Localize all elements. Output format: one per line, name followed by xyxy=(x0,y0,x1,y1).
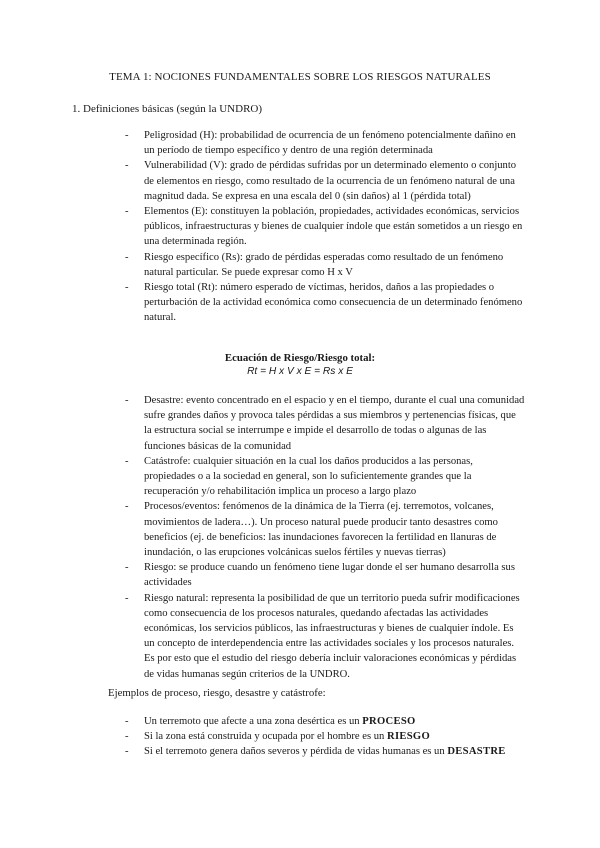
list-item-elementos: - Elementos (E): constituyen la población, propiedades, actividades económicas, servicios públicos, infraestructuras y bienes de cualquier índole que están sometidos a un riesgo en una determinada región. xyxy=(125,204,525,250)
examples-list xyxy=(125,714,525,760)
example-item-riesgo xyxy=(125,729,525,744)
list-item-riesgo-especifico: - Riesgo específico (Rs): grado de pérdidas esperadas como resultado de un fenómeno natural particular. Se puede expresar como H x V xyxy=(125,250,525,280)
example-item-proceso xyxy=(125,714,525,729)
section-heading: 1. Definiciones básicas (según la UNDRO) xyxy=(72,103,263,115)
example-emphasis: DESASTRE xyxy=(447,746,506,758)
list-item-procesos: - Procesos/eventos: fenómenos de la dinámica de la Tierra (ej. terremotos, volcanes, movimientos de ladera…). Un proceso natural puede producir tanto desastres como beneficios (ej. de beneficios: las inundaciones favorecen la fertilidad en llanuras de inundación, o las erupciones volcánicas suelos fértiles y nuevas tierras) xyxy=(125,499,525,560)
list-item-vulnerabilidad: - Vulnerabilidad (V): grado de pérdidas sufridas por un determinado elemento o conjunto de elementos en riesgo, como resultado de la ocurrencia de un fenómeno natural de una magnitud dada. Se expresa en una escala del 0 (sin daños) al 1 (pérdida total) xyxy=(125,158,525,204)
list-item-desastre: - Desastre: evento concentrado en el espacio y en el tiempo, durante el cual una comunidad sufre grandes daños y provoca tales pérdidas a sus miembros y pertenencias físicas, que la estructura social se interrumpe e impide el desarrollo de todas o algunas de las funciones básicas de la comunidad xyxy=(125,393,525,454)
list-item-riesgo: - Riesgo: se produce cuando un fenómeno tiene lugar donde el ser humano desarrolla sus actividades xyxy=(125,560,525,590)
definitions-list xyxy=(125,128,525,326)
risk-formula: Rt = H x V x E = Rs x E xyxy=(247,366,353,377)
example-item-desastre xyxy=(125,744,525,759)
example-text: Si el terremoto genera daños severos y pérdida de vidas humanas es un xyxy=(144,746,448,758)
concepts-list xyxy=(125,393,525,682)
example-text: Un terremoto que afecte a una zona desértica es un xyxy=(144,716,363,727)
examples-intro: Ejemplos de proceso, riesgo, desastre y catástrofe: xyxy=(108,687,326,699)
document-title: TEMA 1: NOCIONES FUNDAMENTALES SOBRE LOS RIESGOS NATURALES xyxy=(109,71,491,83)
list-item-riesgo-total: - Riesgo total (Rt): número esperado de víctimas, heridos, daños a las propiedades o perturbación de la actividad económica como consecuencia de un determinado fenómeno natural. xyxy=(125,280,525,326)
example-text: Si la zona está construida y ocupada por el hombre es un xyxy=(144,731,387,743)
list-item-peligrosidad: - Peligrosidad (H): probabilidad de ocurrencia de un fenómeno potencialmente dañino en un período de tiempo específico y dentro de una región determinada xyxy=(125,128,525,158)
list-item-catastrofe: - Catástrofe: cualquier situación en la cual los daños producidos a las personas, propiedades o a la sociedad en general, son lo suficientemente grandes que la recuperación y/o rehabilitación implica un proceso a largo plazo xyxy=(125,454,525,500)
example-emphasis: RIESGO xyxy=(387,731,431,743)
formula-title: Ecuación de Riesgo/Riesgo total: xyxy=(224,352,376,364)
list-item-riesgo-natural: - Riesgo natural: representa la posibilidad de que un territorio pueda sufrir modificaciones como consecuencia de los procesos naturales, quedando afectadas las actividades económicas, los servicios públicos, las infraestructuras y bienes de cualquier índole. Es un concepto de interdependencia entre las actividades sociales y los procesos naturales. Es por esto que el estudio del riesgo debería incluir valoraciones económicas y pérdidas de vidas humanas según criterios de la UNDRO. xyxy=(125,591,525,682)
example-emphasis: PROCESO xyxy=(362,716,416,727)
